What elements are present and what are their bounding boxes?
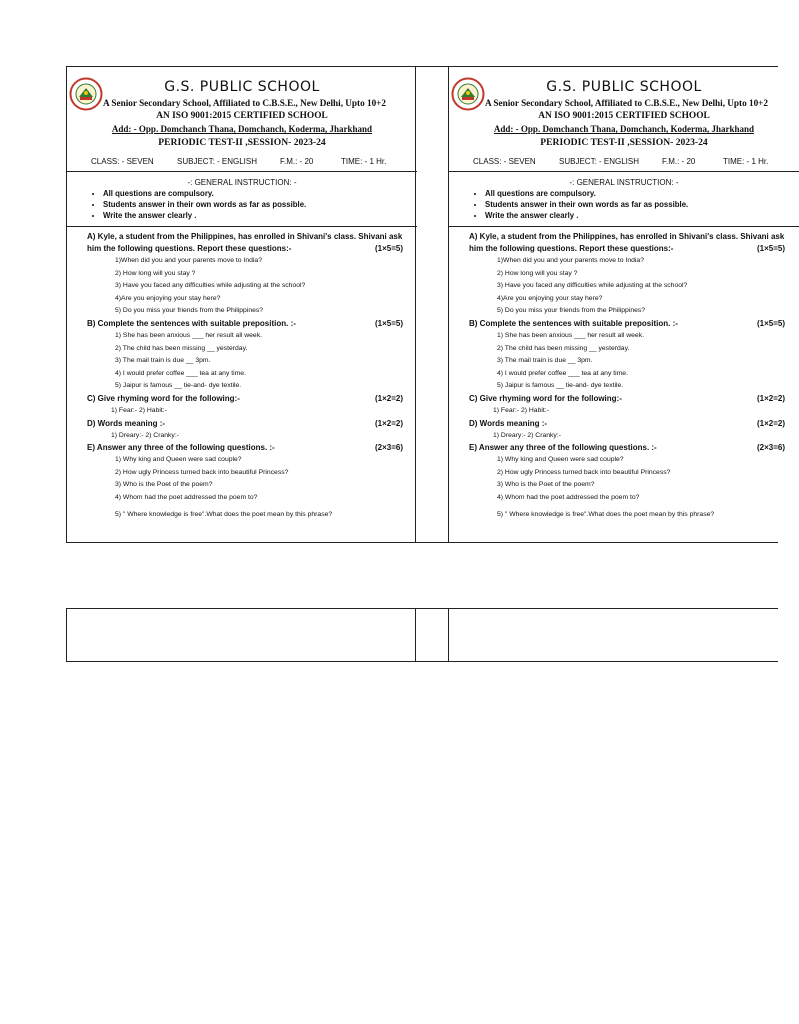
section-d-title: D) Words meaning :- <box>87 418 166 428</box>
section-a-line2 <box>87 243 411 255</box>
class-label: CLASS: - SEVEN <box>91 157 154 166</box>
section-b-heading <box>87 318 411 330</box>
section-a-title: him the following questions. Report these questions:- <box>87 244 292 253</box>
question-item: 5) " Where knowledge is free".What does the poet mean by this phrase? <box>115 510 333 518</box>
empty-box-right <box>448 608 778 662</box>
questions-body <box>449 227 799 521</box>
instruction-item: • All questions are compulsory. <box>485 188 799 199</box>
paper-content <box>67 67 417 521</box>
question-item: 4) Whom had the poet addressed the poem to? <box>115 493 258 501</box>
section-e-title: E) Answer any three of the following questions. :- <box>469 443 657 453</box>
section-c-heading <box>469 393 793 405</box>
question-item: 3) Who is the Poet of the poem? <box>115 481 213 489</box>
section-b-marks: (1×5=5) <box>374 318 403 328</box>
section-a-line1: A) Kyle, a student from the Philippines, has enrolled in Shivani's class. Shivani ask <box>87 232 403 241</box>
question-paper-right <box>448 66 785 543</box>
full-marks-label: F.M.: - 20 <box>280 157 314 166</box>
question-item: 1) Fear:- 2) Habit:- <box>493 406 549 414</box>
question-item: 4)Are you enjoying your stay here? <box>497 294 603 302</box>
question-item: 2) The child has been missing __ yesterday. <box>497 344 630 352</box>
subject-label: SUBJECT: - ENGLISH <box>559 157 640 166</box>
question-item: 2) How ugly Princess turned back into beautiful Princess? <box>115 468 289 476</box>
section-a-line2 <box>469 243 793 255</box>
question-item: 4) I would prefer coffee ___ tea at any time. <box>115 369 246 377</box>
school-affiliation: A Senior Secondary School, Affiliated to C.B.S.E., New Delhi, Upto 10+2 <box>103 98 386 108</box>
section-e-marks: (2×3=6) <box>756 443 785 453</box>
instructions-list <box>67 188 417 221</box>
section-e-heading <box>87 442 411 454</box>
school-address: Add: - Opp. Domchanch Thana, Domchanch, Koderma, Jharkhand <box>493 124 755 134</box>
question-item: 4)Are you enjoying your stay here? <box>115 294 221 302</box>
school-affiliation: A Senior Secondary School, Affiliated to C.B.S.E., New Delhi, Upto 10+2 <box>485 98 768 108</box>
test-title: PERIODIC TEST-II ,SESSION- 2023-24 <box>158 137 326 148</box>
section-b-heading <box>469 318 793 330</box>
general-instructions <box>67 171 417 227</box>
question-item: 1) Why king and Queen were sad couple? <box>497 456 624 464</box>
section-e-marks: (2×3=6) <box>374 443 403 453</box>
question-item: 5) Jaipur is famous __ tie-and- dye textile. <box>115 382 242 390</box>
exam-meta-row <box>449 153 799 171</box>
section-d-marks: (1×2=2) <box>374 418 403 428</box>
general-instructions <box>449 171 799 227</box>
section-a-title: him the following questions. Report these questions:- <box>469 244 674 253</box>
question-item: 5) Do you miss your friends from the Philippines? <box>115 307 264 315</box>
exam-meta-row <box>67 153 417 171</box>
class-label: CLASS: - SEVEN <box>473 157 536 166</box>
section-d-heading <box>87 418 411 430</box>
instruction-item: • Students answer in their own words as far as possible. <box>103 199 417 210</box>
section-d-title: D) Words meaning :- <box>469 418 548 428</box>
gutter-divider <box>416 66 448 543</box>
question-item: 1) She has been anxious ___ her result all week. <box>115 331 262 339</box>
instruction-item: • Students answer in their own words as far as possible. <box>485 199 799 210</box>
question-item: 1) Dreary:- 2) Cranky:- <box>493 431 561 439</box>
question-item: 3) The mail train is due __ 3pm. <box>497 357 593 365</box>
section-b-marks: (1×5=5) <box>756 318 785 328</box>
question-item: 1)When did you and your parents move to India? <box>115 257 262 264</box>
section-d-heading <box>469 418 793 430</box>
instructions-title: -: GENERAL INSTRUCTION: - <box>569 178 679 187</box>
instruction-item: • Write the answer clearly . <box>485 210 799 221</box>
question-item: 4) Whom had the poet addressed the poem to? <box>497 493 640 501</box>
section-a-marks: (1×5=5) <box>374 244 403 253</box>
question-item: 1) Why king and Queen were sad couple? <box>115 456 242 464</box>
question-paper-left <box>66 66 416 543</box>
question-item: 2) How ugly Princess turned back into beautiful Princess? <box>497 468 671 476</box>
time-label: TIME: - 1 Hr. <box>341 157 387 166</box>
instructions-list <box>449 188 799 221</box>
school-header <box>67 67 417 153</box>
empty-box-left <box>66 608 416 662</box>
section-e-title: E) Answer any three of the following questions. :- <box>87 443 275 453</box>
question-item: 2) How long will you stay ? <box>497 269 578 277</box>
full-marks-label: F.M.: - 20 <box>662 157 696 166</box>
test-title: PERIODIC TEST-II ,SESSION- 2023-24 <box>540 137 708 148</box>
school-header <box>449 67 799 153</box>
instruction-item: • Write the answer clearly . <box>103 210 417 221</box>
empty-box-gutter <box>416 608 448 662</box>
question-item: 3) Who is the Poet of the poem? <box>497 481 595 489</box>
instructions-title: -: GENERAL INSTRUCTION: - <box>187 178 297 187</box>
instruction-item: • All questions are compulsory. <box>103 188 417 199</box>
paper-content <box>449 67 799 521</box>
section-c-marks: (1×2=2) <box>374 393 403 403</box>
question-item: 5) Jaipur is famous __ tie-and- dye textile. <box>497 382 624 390</box>
subject-label: SUBJECT: - ENGLISH <box>177 157 258 166</box>
section-e-heading <box>469 442 793 454</box>
question-item: 2) The child has been missing __ yesterday. <box>115 344 248 352</box>
school-name: G.S. PUBLIC SCHOOL <box>164 79 320 95</box>
questions-body <box>67 227 417 521</box>
section-c-title: C) Give rhyming word for the following:- <box>469 393 622 403</box>
question-item: 1) Dreary:- 2) Cranky:- <box>111 431 179 439</box>
section-c-marks: (1×2=2) <box>756 393 785 403</box>
section-a-marks: (1×5=5) <box>756 244 785 253</box>
question-item: 1)When did you and your parents move to India? <box>497 257 644 264</box>
iso-certification: AN ISO 9001:2015 CERTIFIED SCHOOL <box>538 111 710 121</box>
question-item: 3) Have you faced any difficulties while adjusting at the school? <box>497 282 688 290</box>
question-item: 3) The mail train is due __ 3pm. <box>115 357 211 365</box>
section-b-title: B) Complete the sentences with suitable preposition. :- <box>87 318 296 328</box>
question-item: 4) I would prefer coffee ___ tea at any time. <box>497 369 628 377</box>
school-address: Add: - Opp. Domchanch Thana, Domchanch, Koderma, Jharkhand <box>111 124 373 134</box>
question-item: 2) How long will you stay ? <box>115 269 196 277</box>
time-label: TIME: - 1 Hr. <box>723 157 769 166</box>
section-c-title: C) Give rhyming word for the following:- <box>87 393 240 403</box>
section-a-line1: A) Kyle, a student from the Philippines, has enrolled in Shivani's class. Shivani ask <box>469 232 785 241</box>
question-item: 3) Have you faced any difficulties while adjusting at the school? <box>115 282 306 290</box>
iso-certification: AN ISO 9001:2015 CERTIFIED SCHOOL <box>156 111 328 121</box>
school-name: G.S. PUBLIC SCHOOL <box>546 79 702 95</box>
question-item: 1) She has been anxious ___ her result all week. <box>497 331 644 339</box>
section-d-marks: (1×2=2) <box>756 418 785 428</box>
section-b-title: B) Complete the sentences with suitable preposition. :- <box>469 318 678 328</box>
question-item: 1) Fear:- 2) Habit:- <box>111 406 167 414</box>
question-item: 5) Do you miss your friends from the Philippines? <box>497 307 646 315</box>
question-item: 5) " Where knowledge is free".What does the poet mean by this phrase? <box>497 510 715 518</box>
section-c-heading <box>87 393 411 405</box>
